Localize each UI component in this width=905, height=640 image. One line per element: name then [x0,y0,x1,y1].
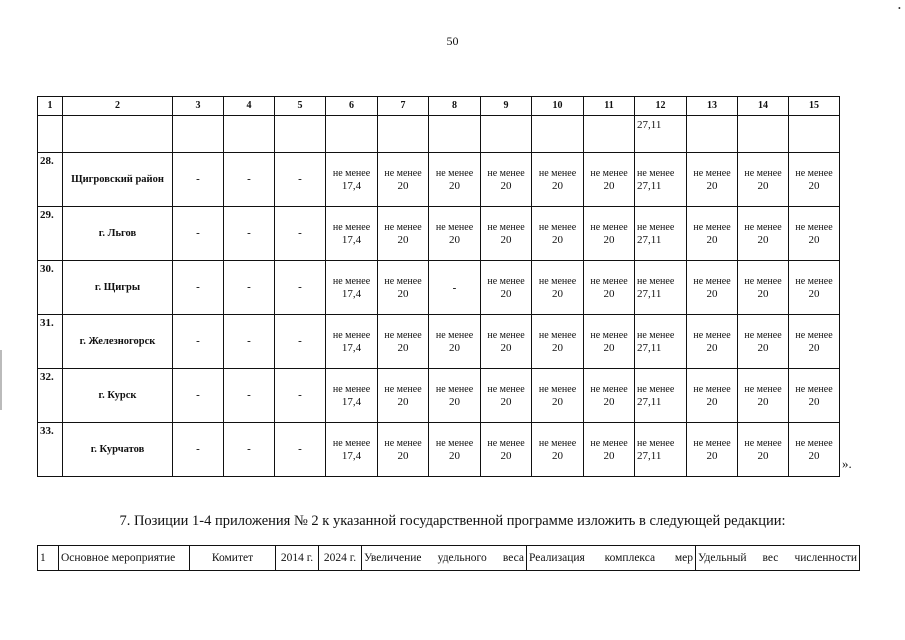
value-number: 20 [500,341,512,354]
continuation-cell [378,116,429,153]
value-number: 20 [808,287,820,300]
value-number: 20 [808,449,820,462]
item-7-paragraph: 7. Позиции 1-4 приложения № 2 к указанной государственной программе изложить в следующей редакции: [119,513,786,529]
empty-value-cell [275,423,326,477]
indicator-cell [687,207,738,261]
value-qualifier: не менее [744,329,782,341]
indicator-cell [738,261,789,315]
header-cell: 10 [532,97,584,116]
indicator-cell [429,369,481,423]
indicator-cell [326,207,378,261]
value-number: 20 [808,233,820,246]
indicator-cell [738,369,789,423]
value-number: 20 [500,395,512,408]
empty-value-cell [224,207,275,261]
corner-mark: • [898,4,901,13]
value-qualifier: не менее [332,383,371,395]
indicator-cell [326,153,378,207]
indicator-cell [326,369,378,423]
indicator-cell [378,207,429,261]
value-number: 17,4 [341,287,362,300]
value-qualifier: не менее [637,329,675,341]
indicator-cell [687,369,738,423]
value-number: 20 [552,233,563,246]
value-qualifier: не менее [795,167,833,179]
continuation-cell [584,116,635,153]
bottom-cell: Комитет [190,546,276,571]
value-qualifier: не менее [693,275,731,287]
row-number: 33. [38,423,63,477]
value-number: 20 [706,341,718,354]
value-number: 20 [706,287,718,300]
value-qualifier: не менее [693,437,731,449]
municipality-name: г. Курчатов [63,423,173,477]
municipality-name: г. Курск [63,369,173,423]
value-number: 20 [603,395,615,408]
value-number: 20 [706,179,718,192]
value-qualifier: не менее [384,275,422,287]
value-number: 20 [757,287,769,300]
indicator-cell [532,423,584,477]
dash-value: - [298,227,302,239]
value-qualifier: не менее [332,329,371,341]
row-number: 32. [38,369,63,423]
value-qualifier: не менее [384,437,422,449]
value-number: 20 [603,341,615,354]
value-number: 20 [449,341,460,354]
continuation-cell [63,116,173,153]
indicator-cell [532,207,584,261]
value-number: 20 [757,341,769,354]
row-number: 28. [38,153,63,207]
header-cell: 11 [584,97,635,116]
empty-value-cell [173,153,224,207]
table-row [38,207,840,261]
value-qualifier: не менее [435,221,474,233]
empty-value-cell [275,153,326,207]
page-number: 50 [446,34,459,48]
indicator-cell [532,369,584,423]
continuation-row [38,116,840,153]
value-qualifier: не менее [590,221,628,233]
dash-value: - [298,389,302,401]
bottom-cell: Удельный вес численности [696,546,860,571]
closing-quote: ». [842,456,852,471]
indicator-cell [378,261,429,315]
value-qualifier: не менее [637,221,675,233]
indicator-cell [532,315,584,369]
value-number: 20 [500,233,512,246]
row-number: 30. [38,261,63,315]
indicator-cell [378,423,429,477]
indicator-cell [738,153,789,207]
value-qualifier: не менее [693,221,731,233]
header-cell: 15 [789,97,840,116]
empty-value-cell [173,423,224,477]
municipality-name: г. Льгов [63,207,173,261]
value-number: 20 [397,287,409,300]
dash-value: - [196,389,200,401]
indicator-cell [481,153,532,207]
continuation-cell [532,116,584,153]
value-qualifier: не менее [538,329,577,341]
indicator-cell [481,315,532,369]
indicator-cell [738,207,789,261]
value-qualifier: не менее [693,329,731,341]
value-number: 20 [552,395,563,408]
continuation-cell [224,116,275,153]
header-cell: 1 [38,97,63,116]
value-number: 20 [603,287,615,300]
header-cell: 7 [378,97,429,116]
value-qualifier: не менее [637,275,675,287]
indicator-table [37,96,840,477]
indicator-cell [738,423,789,477]
value-qualifier: - [452,281,457,294]
value-number: 20 [808,341,820,354]
indicator-cell [584,423,635,477]
dash-value: - [196,173,200,185]
indicator-cell [481,423,532,477]
value-number: 20 [552,179,563,192]
indicator-cell [584,369,635,423]
value-qualifier: не менее [693,383,731,395]
dash-value: - [247,335,251,347]
value-qualifier: не менее [590,437,628,449]
value-qualifier: не менее [487,221,525,233]
dash-value: - [247,227,251,239]
value-number: 20 [757,179,769,192]
indicator-cell [584,261,635,315]
continuation-cell [275,116,326,153]
value-qualifier: не менее [538,167,577,179]
indicator-cell [789,207,840,261]
continuation-cell [429,116,481,153]
value-qualifier: не менее [795,437,833,449]
value-number: 27,11 [637,341,662,354]
dash-value: - [196,335,200,347]
value-qualifier: не менее [744,221,782,233]
bottom-cell: Основное мероприятие [59,546,190,571]
header-cell: 13 [687,97,738,116]
value-qualifier: не менее [332,275,371,287]
indicator-cell [429,423,481,477]
value-qualifier: не менее [435,329,474,341]
bottom-cell: 2014 г. [276,546,319,571]
indicator-cell [789,369,840,423]
indicator-cell [429,153,481,207]
table-row [38,423,840,477]
value-number: 20 [552,341,563,354]
indicator-cell [635,207,687,261]
empty-value-cell [173,369,224,423]
dash-value: - [247,389,251,401]
indicator-cell [481,261,532,315]
value-qualifier: не менее [637,383,675,395]
header-cell: 5 [275,97,326,116]
continuation-cell [173,116,224,153]
value-qualifier: не менее [384,329,422,341]
continuation-cell [635,116,687,153]
dash-value: - [298,443,302,455]
value-qualifier: не менее [332,437,371,449]
indicator-cell [789,153,840,207]
empty-value-cell [275,315,326,369]
dash-value: - [247,281,251,293]
value-number: 20 [706,449,718,462]
value-number: 17,4 [341,449,362,462]
value-qualifier: не менее [538,275,577,287]
value-number: 20 [706,395,718,408]
value-qualifier: не менее [795,383,833,395]
value-qualifier: не менее [332,167,371,179]
empty-value-cell [173,261,224,315]
bottom-cell: 1 [38,546,59,571]
indicator-cell [532,261,584,315]
indicator-cell [738,315,789,369]
header-cell: 14 [738,97,789,116]
dash-value: - [298,173,302,185]
value-number: 20 [603,179,615,192]
value-qualifier: не менее [435,167,474,179]
empty-value-cell [224,423,275,477]
value-number: 20 [449,395,460,408]
value-number: 20 [500,287,512,300]
municipality-name: Щигровский район [63,153,173,207]
indicator-cell [635,369,687,423]
dash-value: - [298,335,302,347]
value-number: 20 [397,395,409,408]
bottom-cell: Реализация комплекса мер [527,546,696,571]
table-row [38,369,840,423]
value-qualifier: не менее [384,383,422,395]
value-number: 20 [603,449,615,462]
row-number: 31. [38,315,63,369]
value-number: 20 [757,233,769,246]
continuation-cell [738,116,789,153]
value-number: 20 [449,179,460,192]
empty-value-cell [224,261,275,315]
value-qualifier: не менее [538,383,577,395]
indicator-cell [635,315,687,369]
value-number: 20 [603,233,615,246]
value-qualifier: не менее [332,221,371,233]
empty-value-cell [224,369,275,423]
value-qualifier: не менее [590,329,628,341]
indicator-cell [378,369,429,423]
value-number: 27,11 [637,449,662,462]
value-qualifier: не менее [590,275,628,287]
value-qualifier: не менее [538,437,577,449]
value-number: 20 [500,179,512,192]
continuation-cell [687,116,738,153]
header-cell: 6 [326,97,378,116]
municipality-name: г. Железногорск [63,315,173,369]
value-number: 20 [449,449,460,462]
header-cell: 2 [63,97,173,116]
value-qualifier: не менее [795,329,833,341]
empty-value-cell [224,315,275,369]
value-qualifier: не менее [795,275,833,287]
indicator-cell [481,207,532,261]
value-qualifier: не менее [487,383,525,395]
indicator-cell [326,315,378,369]
row-number: 29. [38,207,63,261]
value-qualifier: не менее [435,437,474,449]
continuation-cell [326,116,378,153]
value-qualifier: не менее [435,383,474,395]
value-number: 17,4 [341,395,362,408]
value-number: 27,11 [637,395,662,408]
indicator-cell [635,261,687,315]
value-number: 20 [397,179,409,192]
bottom-cell: 2024 г. [319,546,362,571]
header-row [38,97,840,116]
indicator-cell [532,153,584,207]
appendix-2-table [37,545,860,571]
table-row [38,153,840,207]
dash-value: - [196,443,200,455]
indicator-cell [584,315,635,369]
value-qualifier: не менее [538,221,577,233]
dash-value: - [247,173,251,185]
empty-value-cell [224,153,275,207]
dash-value: - [196,227,200,239]
value-qualifier: не менее [744,275,782,287]
empty-value-cell [173,207,224,261]
value-qualifier: не менее [487,167,525,179]
indicator-cell [635,423,687,477]
value-qualifier: не менее [744,383,782,395]
indicator-cell [584,207,635,261]
empty-value-cell [173,315,224,369]
value-qualifier: не менее [487,437,525,449]
value-qualifier: не менее [637,437,675,449]
indicator-cell [481,369,532,423]
value-qualifier: не менее [487,275,525,287]
indicator-cell [378,153,429,207]
value-number: 17,4 [341,341,362,354]
value-number: 20 [808,395,820,408]
header-cell: 9 [481,97,532,116]
value-number: 17,4 [341,179,362,192]
table-row [38,546,860,571]
value-number: 20 [500,449,512,462]
value-number: 20 [552,287,563,300]
value-qualifier: не менее [590,383,628,395]
indicator-cell [326,261,378,315]
indicator-cell [429,207,481,261]
value-number: 20 [757,395,769,408]
value-qualifier: не менее [384,167,422,179]
indicator-cell [378,315,429,369]
indicator-cell [687,153,738,207]
value-qualifier: не менее [693,167,731,179]
table-row [38,261,840,315]
value-number: 20 [397,341,409,354]
value-number: 27,11 [637,179,662,192]
value-number: 27,11 [637,287,662,300]
value-number: 20 [552,449,563,462]
indicator-cell [789,261,840,315]
indicator-cell [429,315,481,369]
continuation-cell [481,116,532,153]
value-number: 20 [757,449,769,462]
indicator-cell [635,153,687,207]
empty-value-cell [275,261,326,315]
value-qualifier: не менее [744,167,782,179]
dash-value: - [247,443,251,455]
value-number: 20 [706,233,718,246]
dash-value: - [196,281,200,293]
value-qualifier: не менее [795,221,833,233]
bottom-cell: Увеличение удельного веса [362,546,527,571]
indicator-cell [584,153,635,207]
indicator-cell [687,423,738,477]
value-number: 20 [449,233,460,246]
continuation-cell [789,116,840,153]
indicator-cell [789,315,840,369]
value-qualifier: не менее [487,329,525,341]
indicator-cell [326,423,378,477]
header-cell: 4 [224,97,275,116]
indicator-cell [789,423,840,477]
header-cell: 3 [173,97,224,116]
municipality-name: г. Щигры [63,261,173,315]
empty-value-cell [275,207,326,261]
value-number: 27,11 [637,233,662,246]
scan-edge-mark [0,350,2,410]
value-qualifier: не менее [384,221,422,233]
value-number: 20 [397,233,409,246]
continuation-cell [38,116,63,153]
indicator-cell [429,261,481,315]
table-row [38,315,840,369]
empty-value-cell [275,369,326,423]
value-qualifier: не менее [744,437,782,449]
header-cell: 12 [635,97,687,116]
value-number: 20 [397,449,409,462]
dash-value: - [298,281,302,293]
indicator-cell [687,315,738,369]
indicator-cell [687,261,738,315]
continuation-value: 27,11 [637,119,662,131]
value-number: 20 [808,179,820,192]
value-qualifier: не менее [637,167,675,179]
value-qualifier: не менее [590,167,628,179]
header-cell: 8 [429,97,481,116]
value-number: 17,4 [341,233,362,246]
